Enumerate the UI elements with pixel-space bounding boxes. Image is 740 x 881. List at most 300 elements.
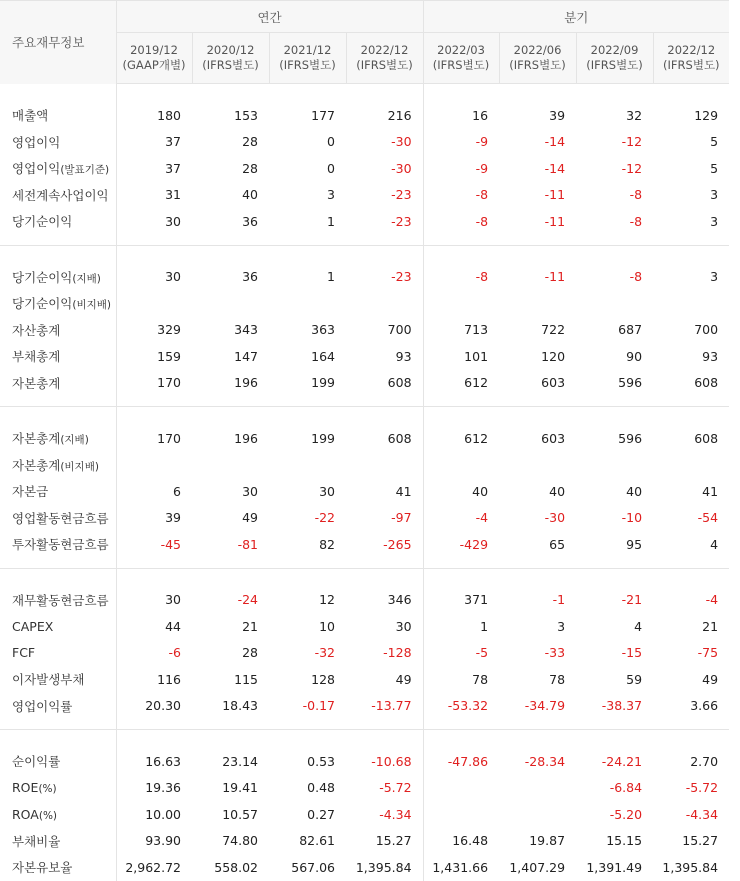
value-cell: 363: [311, 322, 335, 338]
value-cell: 608: [346, 370, 423, 407]
row-label: [0, 407, 116, 452]
value-cell: 15.15: [606, 833, 643, 849]
row-label: [0, 245, 116, 290]
value-cell: 177: [311, 107, 335, 123]
row-label: [0, 155, 116, 182]
row-label: [0, 505, 116, 532]
value-cell: 129: [694, 107, 719, 123]
value-cell: 612: [423, 370, 499, 407]
value-cell: -5: [423, 640, 499, 667]
table-row: [0, 290, 729, 317]
row-label: [0, 775, 116, 802]
value-cell: [653, 290, 729, 317]
value-cell: 0.27: [307, 806, 335, 822]
value-cell: 1,431.66: [423, 854, 499, 881]
value-cell: 153: [234, 107, 258, 123]
table-row: [0, 452, 729, 479]
period-header: [653, 33, 729, 84]
value-cell: -5.72: [685, 780, 719, 796]
row-label-qualifier: (발표기준): [60, 164, 110, 177]
value-cell: [269, 290, 346, 317]
value-cell: [499, 452, 576, 479]
row-label-text: 재무활동현금흐름: [12, 592, 109, 608]
value-cell: [653, 452, 729, 479]
value-cell: 170: [157, 430, 181, 446]
table-row: [0, 129, 729, 156]
value-cell: -8: [629, 269, 643, 285]
value-cell: -429: [423, 531, 499, 568]
row-label-text: FCF: [12, 645, 36, 661]
table-row: [0, 155, 729, 182]
value-cell: -15: [621, 645, 643, 661]
value-cell: -14: [544, 134, 566, 150]
value-cell: 41: [395, 483, 412, 499]
value-cell: 603: [499, 370, 576, 407]
value-cell: [499, 775, 576, 802]
row-label-text: 영업이익: [12, 134, 61, 150]
row-label-qualifier: (비지배): [72, 299, 112, 312]
value-cell: -24: [237, 592, 258, 608]
row-label: [0, 208, 116, 245]
value-cell: -1: [552, 592, 566, 608]
table-row: [0, 775, 729, 802]
row-label: [0, 129, 116, 156]
row-label-text: 영업이익률: [12, 698, 73, 714]
value-cell: -53.32: [423, 693, 499, 730]
value-cell: 15.27: [375, 833, 412, 849]
value-cell: [116, 290, 192, 317]
value-cell: 65: [499, 531, 576, 568]
value-cell: [576, 452, 653, 479]
value-cell: 329: [157, 322, 181, 338]
value-cell: 115: [234, 671, 258, 687]
value-cell: 608: [387, 430, 412, 446]
value-cell: 82: [269, 531, 346, 568]
row-label-text: ROE: [12, 780, 39, 796]
table-row: [0, 505, 729, 532]
value-cell: 120: [541, 348, 566, 364]
value-cell: -0.17: [269, 693, 346, 730]
period-date: 2022/06: [513, 43, 562, 57]
row-label-qualifier: (%): [38, 809, 58, 822]
value-cell: 18.43: [192, 693, 269, 730]
table-row: [0, 245, 729, 290]
table-row: [0, 640, 729, 667]
period-basis: (IFRS별도): [356, 58, 413, 72]
row-label-text: 순이익률: [12, 754, 61, 770]
value-cell: 90: [626, 348, 643, 364]
value-cell: -22: [314, 510, 335, 526]
value-cell: 128: [311, 671, 335, 687]
value-cell: 722: [541, 322, 566, 338]
row-label: [0, 182, 116, 209]
value-cell: 5: [710, 134, 719, 150]
value-cell: 170: [116, 370, 192, 407]
value-cell: 199: [269, 370, 346, 407]
row-label: [0, 452, 116, 479]
row-label: [0, 343, 116, 370]
value-cell: -5.72: [379, 780, 412, 796]
value-cell: -54: [697, 510, 719, 526]
value-cell: 608: [653, 370, 729, 407]
row-label: [0, 290, 116, 317]
value-cell: 346: [387, 592, 412, 608]
row-label-text: 자본총계: [12, 431, 61, 447]
value-cell: 36: [192, 208, 269, 245]
value-cell: 687: [618, 322, 643, 338]
value-cell: 4: [653, 531, 729, 568]
value-cell: 78: [423, 666, 499, 693]
value-cell: 612: [423, 407, 499, 452]
value-cell: 164: [311, 348, 335, 364]
value-cell: [499, 290, 576, 317]
value-cell: 30: [395, 618, 412, 634]
row-label-text: 자산총계: [12, 322, 61, 338]
table-row: [0, 317, 729, 344]
value-cell: 40: [423, 478, 499, 505]
value-cell: 32: [626, 107, 643, 123]
value-cell: 23.14: [222, 753, 258, 769]
value-cell: 3.66: [653, 693, 729, 730]
row-label-header: 주요재무정보: [0, 1, 116, 84]
table-row: [0, 568, 729, 613]
value-cell: 21: [702, 618, 719, 634]
table-row: [0, 828, 729, 855]
value-cell: 0.48: [307, 780, 335, 796]
value-cell: -34.79: [499, 693, 576, 730]
value-cell: 567.06: [291, 859, 335, 875]
period-header: [269, 33, 346, 84]
value-cell: 31: [165, 187, 181, 203]
value-cell: [576, 290, 653, 317]
value-cell: 74.80: [222, 833, 258, 849]
value-cell: -30: [544, 510, 566, 526]
value-cell: -4: [423, 505, 499, 532]
value-cell: -24.21: [601, 753, 643, 769]
value-cell: 0: [327, 134, 335, 150]
value-cell: -45: [116, 531, 192, 568]
table-row: [0, 801, 729, 828]
value-cell: -28.34: [524, 753, 566, 769]
value-cell: 40: [626, 483, 643, 499]
value-cell: 1,395.84: [355, 859, 412, 875]
value-cell: 2.70: [690, 753, 719, 769]
value-cell: -47.86: [423, 730, 499, 775]
value-cell: -12: [621, 160, 643, 176]
value-cell: 19.41: [222, 780, 258, 796]
value-cell: 78: [549, 671, 566, 687]
value-cell: 3: [653, 208, 729, 245]
value-cell: [346, 290, 423, 317]
value-cell: 558.02: [214, 859, 258, 875]
value-cell: 10.57: [222, 806, 258, 822]
row-label-text: 자본총계: [12, 457, 61, 473]
value-cell: -6: [168, 645, 181, 661]
value-cell: 147: [234, 348, 258, 364]
value-cell: -75: [697, 645, 719, 661]
row-label-text: 자본금: [12, 484, 49, 500]
row-label-text: 영업활동현금흐름: [12, 510, 109, 526]
value-cell: -9: [423, 155, 499, 182]
value-cell: -265: [346, 531, 423, 568]
row-label: [0, 568, 116, 613]
value-cell: 713: [423, 317, 499, 344]
value-cell: 1,391.49: [586, 859, 643, 875]
value-cell: -8: [423, 245, 499, 290]
value-cell: 93.90: [145, 833, 181, 849]
value-cell: -4: [705, 592, 719, 608]
value-cell: -12: [621, 134, 643, 150]
value-cell: [423, 775, 499, 802]
value-cell: 36: [242, 269, 258, 285]
row-label-text: 당기순이익: [12, 269, 73, 285]
value-cell: -81: [192, 531, 269, 568]
value-cell: 180: [157, 107, 181, 123]
value-cell: 101: [423, 343, 499, 370]
value-cell: 596: [618, 430, 643, 446]
value-cell: 44: [165, 618, 181, 634]
value-cell: [269, 452, 346, 479]
value-cell: -10: [621, 510, 643, 526]
value-cell: 82.61: [299, 833, 335, 849]
row-label-qualifier: (지배): [72, 272, 101, 285]
table-row: [0, 84, 729, 129]
value-cell: 4: [634, 618, 643, 634]
value-cell: -8: [423, 208, 499, 245]
value-cell: 3: [710, 187, 719, 203]
value-cell: -11: [544, 269, 566, 285]
period-header: [192, 33, 269, 84]
value-cell: 28: [242, 160, 258, 176]
value-cell: 41: [702, 483, 719, 499]
period-date: 2021/12: [283, 43, 332, 57]
value-cell: 608: [694, 430, 719, 446]
table-row: [0, 208, 729, 245]
value-cell: -23: [391, 269, 412, 285]
value-cell: 30: [242, 483, 258, 499]
period-date: 2022/03: [437, 43, 485, 57]
period-basis: (IFRS별도): [202, 58, 259, 72]
value-cell: 10: [319, 618, 335, 634]
row-label-text: 이자발생부채: [12, 672, 85, 688]
value-cell: 1: [327, 269, 335, 285]
value-cell: 700: [694, 322, 719, 338]
period-header: [499, 33, 576, 84]
table-row: [0, 613, 729, 640]
value-cell: -9: [423, 129, 499, 156]
value-cell: 16.48: [423, 828, 499, 855]
value-cell: 3: [710, 269, 719, 285]
value-cell: 12: [319, 592, 335, 608]
table-row: [0, 343, 729, 370]
period-date: 2019/12: [130, 43, 178, 57]
value-cell: -5.20: [609, 806, 643, 822]
row-label: [0, 84, 116, 129]
value-cell: 2,962.72: [125, 859, 181, 875]
value-cell: -23: [391, 187, 412, 203]
value-cell: 596: [576, 370, 653, 407]
value-cell: 30: [165, 592, 181, 608]
value-cell: [192, 452, 269, 479]
period-date: 2020/12: [206, 43, 255, 57]
value-cell: 371: [423, 568, 499, 613]
value-cell: -97: [391, 510, 412, 526]
value-cell: 216: [387, 107, 412, 123]
value-cell: -6.84: [609, 780, 643, 796]
period-basis: (IFRS별도): [663, 58, 720, 72]
quarterly-group-header: 분기: [423, 1, 729, 33]
value-cell: 1: [423, 613, 499, 640]
value-cell: 1: [269, 208, 346, 245]
value-cell: 16.63: [145, 753, 181, 769]
row-label-qualifier: (비지배): [60, 460, 99, 473]
value-cell: 49: [242, 510, 258, 526]
row-label-text: ROA: [12, 806, 39, 822]
value-cell: 30: [165, 269, 181, 285]
period-date: 2022/12: [360, 43, 409, 57]
row-label-text: 당기순이익: [12, 296, 73, 312]
value-cell: 5: [710, 160, 719, 176]
row-label-text: 당기순이익: [12, 214, 73, 230]
value-cell: 20.30: [116, 693, 192, 730]
value-cell: -30: [391, 160, 412, 176]
value-cell: 49: [395, 671, 412, 687]
value-cell: 1,395.84: [662, 859, 719, 875]
value-cell: 49: [702, 671, 719, 687]
value-cell: -23: [346, 208, 423, 245]
value-cell: 93: [702, 348, 719, 364]
row-label: [0, 478, 116, 505]
row-label-qualifier: (지배): [60, 434, 89, 447]
value-cell: 199: [311, 430, 335, 446]
value-cell: 343: [234, 322, 258, 338]
row-label: [0, 531, 116, 568]
row-label-text: 자본총계: [12, 375, 61, 391]
period-date: 2022/12: [667, 43, 716, 57]
value-cell: 1,407.29: [509, 859, 566, 875]
value-cell: 59: [626, 671, 643, 687]
value-cell: 39: [165, 510, 181, 526]
row-label: [0, 693, 116, 730]
row-label: [0, 666, 116, 693]
row-label-text: 매출액: [12, 108, 49, 123]
value-cell: 0: [327, 160, 335, 176]
row-label: [0, 613, 116, 640]
value-cell: 30: [116, 208, 192, 245]
value-cell: 6: [173, 483, 181, 499]
value-cell: -11: [499, 208, 576, 245]
row-label-text: 부채총계: [12, 349, 61, 365]
value-cell: -4.34: [379, 806, 412, 822]
value-cell: 16: [423, 84, 499, 129]
value-cell: [423, 290, 499, 317]
value-cell: -13.77: [346, 693, 423, 730]
value-cell: 19.36: [145, 780, 181, 796]
annual-group-header: 연간: [116, 1, 423, 33]
value-cell: 37: [165, 160, 181, 176]
value-cell: 196: [234, 430, 258, 446]
value-cell: -30: [391, 134, 412, 150]
row-label: [0, 730, 116, 775]
value-cell: 10.00: [145, 806, 181, 822]
period-header: [346, 33, 423, 84]
value-cell: 28: [242, 134, 258, 150]
value-cell: [116, 452, 192, 479]
row-label-text: 세전계속사업이익: [12, 187, 109, 203]
value-cell: 15.27: [682, 833, 719, 849]
table-row: [0, 407, 729, 452]
row-label: [0, 370, 116, 407]
value-cell: 93: [395, 348, 412, 364]
value-cell: -14: [544, 160, 566, 176]
period-date: 2022/09: [590, 43, 639, 57]
value-cell: 95: [576, 531, 653, 568]
row-label-text: CAPEX: [12, 618, 54, 634]
value-cell: [192, 290, 269, 317]
value-cell: -21: [621, 592, 643, 608]
value-cell: 40: [242, 187, 258, 203]
period-basis: (IFRS별도): [432, 58, 490, 72]
row-label: [0, 854, 116, 881]
value-cell: 3: [327, 187, 335, 203]
period-header: [423, 33, 499, 84]
row-label: [0, 640, 116, 667]
row-label: [0, 317, 116, 344]
table-row: [0, 370, 729, 407]
row-label-qualifier: (%): [38, 783, 57, 796]
value-cell: 3: [557, 618, 566, 634]
value-cell: 39: [549, 107, 566, 123]
period-header: [576, 33, 653, 84]
value-cell: 40: [549, 483, 566, 499]
value-cell: 700: [387, 322, 412, 338]
table-row: [0, 693, 729, 730]
table-row: [0, 478, 729, 505]
value-cell: -4.34: [685, 806, 719, 822]
value-cell: -32: [314, 645, 335, 661]
value-cell: 603: [541, 430, 566, 446]
value-cell: -8: [423, 182, 499, 209]
table-row: [0, 666, 729, 693]
value-cell: [499, 801, 576, 828]
value-cell: 37: [165, 134, 181, 150]
value-cell: -38.37: [576, 693, 653, 730]
period-basis: (IFRS별도): [586, 58, 643, 72]
value-cell: 21: [242, 618, 258, 634]
row-label-text: 영업이익: [12, 161, 61, 177]
value-cell: -8: [576, 208, 653, 245]
value-cell: [346, 452, 423, 479]
table-row: [0, 854, 729, 881]
value-cell: 19.87: [529, 833, 566, 849]
value-cell: 28: [242, 645, 258, 661]
period-basis: (IFRS별도): [279, 58, 336, 72]
value-cell: 159: [157, 348, 181, 364]
table-row: [0, 182, 729, 209]
row-label-text: 투자활동현금흐름: [12, 537, 109, 553]
table-body: [0, 84, 729, 881]
value-cell: [423, 801, 499, 828]
row-label: [0, 801, 116, 828]
value-cell: -128: [383, 645, 412, 661]
row-label: [0, 828, 116, 855]
period-basis: (GAAP개별): [122, 58, 186, 72]
value-cell: -33: [544, 645, 566, 661]
value-cell: -10.68: [371, 753, 412, 769]
table-row: [0, 531, 729, 568]
value-cell: 116: [157, 671, 181, 687]
period-header: [116, 33, 192, 84]
